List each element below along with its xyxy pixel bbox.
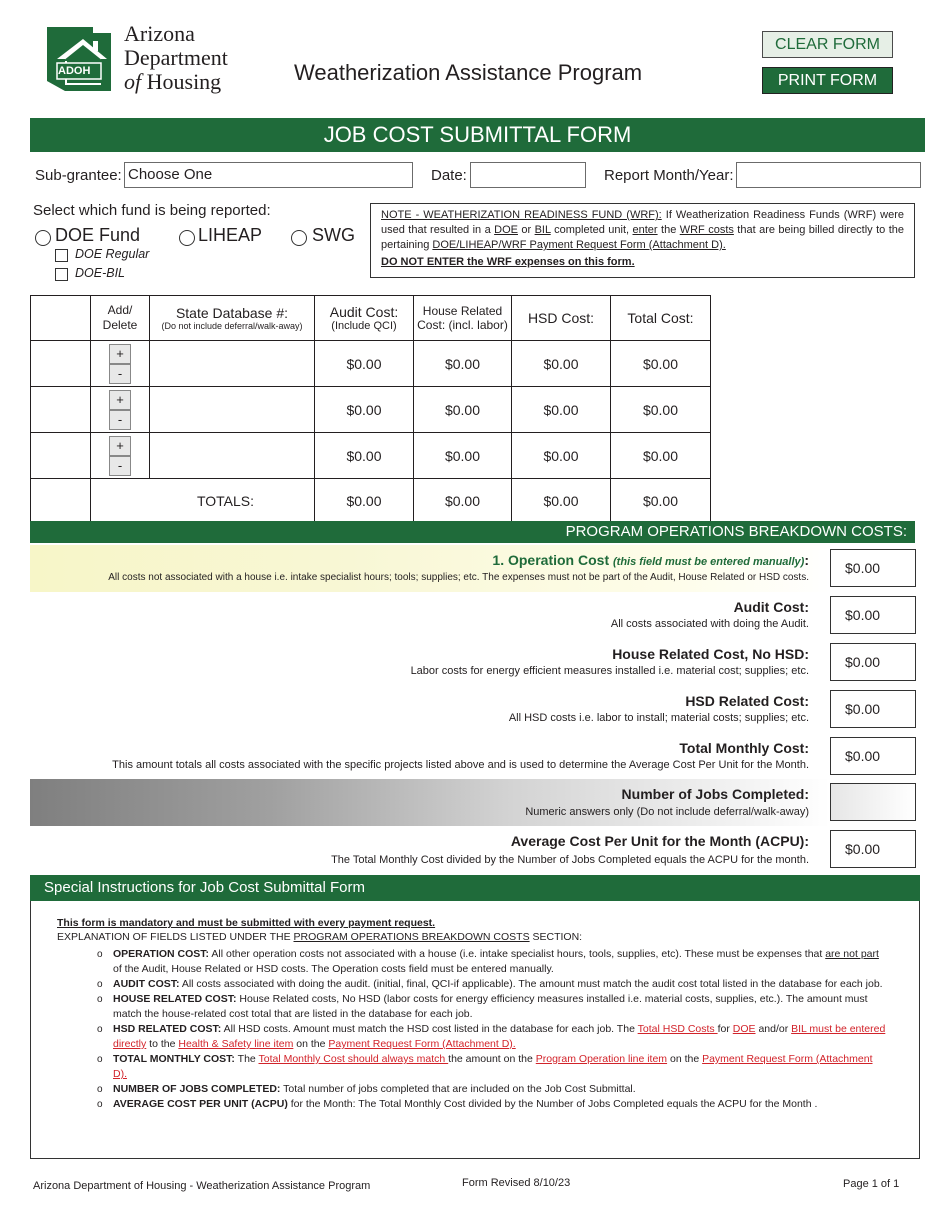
row-blank-cell <box>31 387 91 433</box>
house-header <box>414 296 512 341</box>
audit-header-text: Audit Cost: <box>329 304 399 320</box>
house-header-note: Cost: (incl. labor) <box>417 318 508 332</box>
item-text: for <box>717 1023 733 1035</box>
doe-bil-label: DOE-BIL <box>75 266 126 280</box>
state-db-input[interactable] <box>150 433 315 479</box>
item-red-text: Program Operation line item <box>535 1053 668 1065</box>
form-title: JOB COST SUBMITTAL FORM <box>30 118 925 152</box>
state-db-input[interactable] <box>150 387 315 433</box>
item-text: on the <box>293 1038 329 1050</box>
stepper-cell <box>91 433 150 479</box>
fund-prompt: Select which fund is being reported: <box>33 202 271 219</box>
item-red-text: Total Monthly Cost should always match <box>258 1053 449 1065</box>
state-db-header-note: (Do not include deferral/walk-away) <box>161 321 303 331</box>
row-blank-cell <box>31 433 91 479</box>
item-label: HOUSE RELATED COST: <box>113 993 237 1005</box>
acpu-value: $0.00 <box>830 830 916 868</box>
add-row-button[interactable]: + <box>109 436 131 456</box>
instructions-list <box>97 947 887 1112</box>
item-text: The <box>234 1053 259 1065</box>
audit-header-note: (Include QCI) <box>331 320 397 332</box>
stepper-cell <box>91 387 150 433</box>
wrf-note-text: completed unit, <box>550 224 633 236</box>
total-monthly-title: Total Monthly Cost: <box>679 740 809 756</box>
acpu-title: Average Cost Per Unit for the Month (ACPU): <box>510 833 809 849</box>
operation-cost-desc: All costs not associated with a house i.e. intake specialist hours; tools; supplies; etc. The expenses must not be part of the Audit, House Related or HSD costs. <box>108 572 809 583</box>
totals-label: TOTALS: <box>91 479 315 524</box>
date-label: Date: <box>431 167 467 184</box>
bullet-icon: o <box>97 949 103 960</box>
item-label: HSD RELATED COST: <box>113 1023 222 1035</box>
item-label: TOTAL MONTHLY COST: <box>113 1053 235 1065</box>
audit-header <box>315 296 414 341</box>
item-underline: are not part <box>825 948 879 960</box>
wrf-note-doe: DOE <box>494 224 518 236</box>
audit-cost-cell[interactable]: $0.00 <box>315 341 414 387</box>
blank-header <box>31 296 91 341</box>
wrf-note-paragraph <box>381 208 904 253</box>
doe-bil-checkbox[interactable] <box>55 268 68 281</box>
bullet-icon: o <box>97 979 103 990</box>
wrf-note-form-ref: DOE/LIHEAP/WRF Payment Request Form (Attachment D). <box>432 239 726 251</box>
liheap-radio[interactable] <box>179 230 195 246</box>
state-db-header <box>150 296 315 341</box>
logo-line-2: Department <box>124 45 228 70</box>
footer-left: Arizona Department of Housing - Weatherization Assistance Program <box>33 1180 371 1192</box>
hsd-header: HSD Cost: <box>512 296 611 341</box>
subgrantee-label: Sub-grantee: <box>35 167 122 184</box>
audit-cost-desc: All costs associated with doing the Audit. <box>610 618 809 630</box>
list-item <box>97 1022 887 1052</box>
explanation-heading <box>57 930 582 945</box>
wrf-note-costs: WRF costs <box>679 224 734 236</box>
house-cost-cell[interactable]: $0.00 <box>414 341 512 387</box>
doe-fund-radio[interactable] <box>35 230 51 246</box>
wrf-note-text: If Weatherization Readiness Funds (WRF) were used that resulted in a <box>381 209 904 236</box>
wrf-note <box>370 203 915 278</box>
logo-badge-text: ADOH <box>58 65 91 77</box>
logo-line-3 <box>124 70 228 94</box>
totals-house: $0.00 <box>414 479 512 524</box>
doe-regular-checkbox[interactable] <box>55 249 68 262</box>
total-cost-cell: $0.00 <box>611 387 711 433</box>
operation-cost-title-text: 1. Operation Cost <box>492 552 613 568</box>
total-cost-cell: $0.00 <box>611 433 711 479</box>
row-stepper <box>109 344 131 384</box>
hsd-cost-value: $0.00 <box>830 690 916 728</box>
operation-cost-note: (this field must be entered manually) <box>613 556 805 568</box>
item-text: for the Month: The Total Monthly Cost divided by the Number of Jobs Completed equals the ACPU for the Month . <box>287 1098 818 1110</box>
jobs-completed-title: Number of Jobs Completed: <box>621 786 809 802</box>
house-cost-cell[interactable]: $0.00 <box>414 433 512 479</box>
wrf-note-text: that are being billed directly to the pertaining <box>381 224 904 251</box>
row-blank-cell <box>31 479 91 524</box>
doe-regular-label: DOE Regular <box>75 247 150 261</box>
item-text: on the <box>667 1053 703 1065</box>
row-stepper <box>109 390 131 430</box>
item-text: House Related costs, No HSD (labor costs for energy efficiency measures installed i.e. material costs, supplies, etc.). The amount must match the house-related cost total that are listed in the database for each job. <box>113 993 868 1020</box>
item-red-text: Payment Request Form (Attachment D). <box>113 1053 873 1080</box>
wrf-note-heading: NOTE - WEATHERIZATION READINESS FUND (WRF): <box>381 209 662 221</box>
liheap-label: LIHEAP <box>198 225 263 245</box>
total-monthly-value: $0.00 <box>830 737 916 775</box>
house-header-text: House Related <box>422 304 503 318</box>
item-text: of the Audit, House Related or HSD costs. The Operation costs field must be entered manually. <box>113 963 554 975</box>
add-delete-header: Add/ Delete <box>91 296 150 341</box>
item-red-text: Payment Request Form (Attachment D). <box>328 1038 516 1050</box>
wrf-note-enter: enter <box>632 224 658 236</box>
item-red-text: Health & Safety line item <box>178 1038 294 1050</box>
jobs-completed-desc: Numeric answers only (Do not include deferral/walk-away) <box>525 806 809 818</box>
special-instructions-box <box>30 901 920 1159</box>
explanation-text: EXPLANATION OF FIELDS LISTED UNDER THE <box>57 931 294 943</box>
hsd-cost-title: HSD Related Cost: <box>685 693 809 709</box>
totals-total: $0.00 <box>611 479 711 524</box>
totals-row <box>31 479 711 524</box>
operation-cost-input[interactable]: $0.00 <box>830 549 916 587</box>
item-red-text: BIL must be entered directly <box>113 1023 886 1050</box>
list-item <box>97 977 887 992</box>
row-blank-cell <box>31 341 91 387</box>
item-text: the amount on the <box>448 1053 536 1065</box>
house-cost-cell[interactable]: $0.00 <box>414 387 512 433</box>
acpu-desc: The Total Monthly Cost divided by the Number of Jobs Completed equals the ACPU for the month. <box>331 854 809 866</box>
table-row <box>31 433 711 479</box>
audit-cost-value: $0.00 <box>830 596 916 634</box>
hsd-cost-desc: All HSD costs i.e. labor to install; material costs; supplies; etc. <box>508 712 809 724</box>
item-text: All costs associated with doing the audit. (initial, final, QCI-if applicable). The amount must match the audit cost total listed in the database for each job. <box>179 978 883 990</box>
explanation-text: SECTION: <box>529 931 583 943</box>
wrf-note-warning: DO NOT ENTER the WRF expenses on this form. <box>381 256 635 268</box>
state-db-input[interactable] <box>150 341 315 387</box>
state-db-header-text: State Database #: <box>175 305 289 321</box>
stepper-cell <box>91 341 150 387</box>
totals-hsd: $0.00 <box>512 479 611 524</box>
item-text: Total number of jobs completed that are included on the Job Cost Submittal. <box>280 1083 636 1095</box>
item-text: All HSD costs. Amount must match the HSD cost listed in the database for each job. The <box>221 1023 638 1035</box>
list-item <box>97 1097 887 1112</box>
subgrantee-select[interactable]: Choose One <box>124 162 413 188</box>
operation-cost-colon: : <box>804 552 809 568</box>
item-label: NUMBER OF JOBS COMPLETED: <box>113 1083 281 1095</box>
item-red-text: DOE <box>732 1023 756 1035</box>
logo-of: of <box>124 69 142 94</box>
total-monthly-desc: This amount totals all costs associated with the specific projects listed above and is used to determine the Average Cost Per Unit for the Month. <box>112 759 809 771</box>
ops-breakdown-title: PROGRAM OPERATIONS BREAKDOWN COSTS: <box>30 521 915 543</box>
wrf-note-text: or <box>517 224 535 236</box>
footer-page: Page 1 of 1 <box>843 1178 900 1190</box>
house-cost-desc: Labor costs for energy efficient measures installed i.e. material cost; supplies; etc. <box>410 665 809 677</box>
delete-row-button[interactable]: - <box>109 456 131 476</box>
hsd-cost-cell[interactable]: $0.00 <box>512 387 611 433</box>
list-item <box>97 947 887 977</box>
bullet-icon: o <box>97 1054 103 1065</box>
audit-cost-cell[interactable]: $0.00 <box>315 387 414 433</box>
list-item <box>97 1082 887 1097</box>
explanation-section-name: PROGRAM OPERATIONS BREAKDOWN COSTS <box>293 931 530 943</box>
jobs-completed-input[interactable] <box>830 783 916 821</box>
hsd-cost-cell[interactable]: $0.00 <box>512 341 611 387</box>
item-label: AUDIT COST: <box>113 978 180 990</box>
item-red-text: Total HSD Costs <box>637 1023 718 1035</box>
item-text: and/or <box>755 1023 792 1035</box>
wrf-note-bil: BIL <box>534 224 551 236</box>
item-text: All other operation costs not associated with a house (i.e. intake specialist hours, tools, supplies, etc). These must be expenses that <box>209 948 826 960</box>
report-month-input[interactable] <box>736 162 921 188</box>
audit-cost-cell[interactable]: $0.00 <box>315 433 414 479</box>
bullet-icon: o <box>97 1024 103 1035</box>
row-stepper <box>109 436 131 476</box>
logo-wordmark <box>124 22 228 94</box>
report-month-label: Report Month/Year: <box>604 167 734 184</box>
house-cost-value: $0.00 <box>830 643 916 681</box>
arizona-house-icon <box>45 25 113 93</box>
operation-cost-title <box>492 552 809 568</box>
footer-revised: Form Revised 8/10/23 <box>462 1177 571 1189</box>
print-form-button[interactable]: PRINT FORM <box>762 67 893 94</box>
program-title: Weatherization Assistance Program <box>294 60 643 85</box>
table-row <box>31 341 711 387</box>
list-item <box>97 992 887 1022</box>
bullet-icon: o <box>97 994 103 1005</box>
adoh-logo <box>45 25 113 93</box>
total-cost-cell: $0.00 <box>611 341 711 387</box>
audit-cost-title: Audit Cost: <box>733 599 809 615</box>
logo-line-1: Arizona <box>124 21 195 46</box>
hsd-cost-cell[interactable]: $0.00 <box>512 433 611 479</box>
list-item <box>97 1052 887 1082</box>
delete-row-button[interactable]: - <box>109 410 131 430</box>
job-cost-table <box>30 295 711 524</box>
wrf-note-text: the <box>657 224 680 236</box>
item-label: OPERATION COST: <box>113 948 210 960</box>
totals-audit: $0.00 <box>315 479 414 524</box>
swg-label: SWG <box>312 225 355 245</box>
item-label: AVERAGE COST PER UNIT (ACPU) <box>113 1098 288 1110</box>
special-instructions-title: Special Instructions for Job Cost Submittal Form <box>30 875 920 901</box>
logo-housing: Housing <box>141 69 222 94</box>
bullet-icon: o <box>97 1084 103 1095</box>
house-cost-title: House Related Cost, No HSD: <box>612 646 809 662</box>
bullet-icon: o <box>97 1099 103 1110</box>
add-row-button[interactable]: + <box>109 390 131 410</box>
table-header-row <box>31 296 711 341</box>
item-text: to the <box>146 1038 179 1050</box>
delete-row-button[interactable]: - <box>109 364 131 384</box>
date-input[interactable] <box>470 162 586 188</box>
add-row-button[interactable]: + <box>109 344 131 364</box>
doe-fund-label: DOE Fund <box>55 225 141 245</box>
table-row <box>31 387 711 433</box>
swg-radio[interactable] <box>291 230 307 246</box>
clear-form-button[interactable]: CLEAR FORM <box>762 31 893 58</box>
total-header: Total Cost: <box>611 296 711 341</box>
mandatory-statement: This form is mandatory and must be submitted with every payment request. <box>57 917 436 929</box>
